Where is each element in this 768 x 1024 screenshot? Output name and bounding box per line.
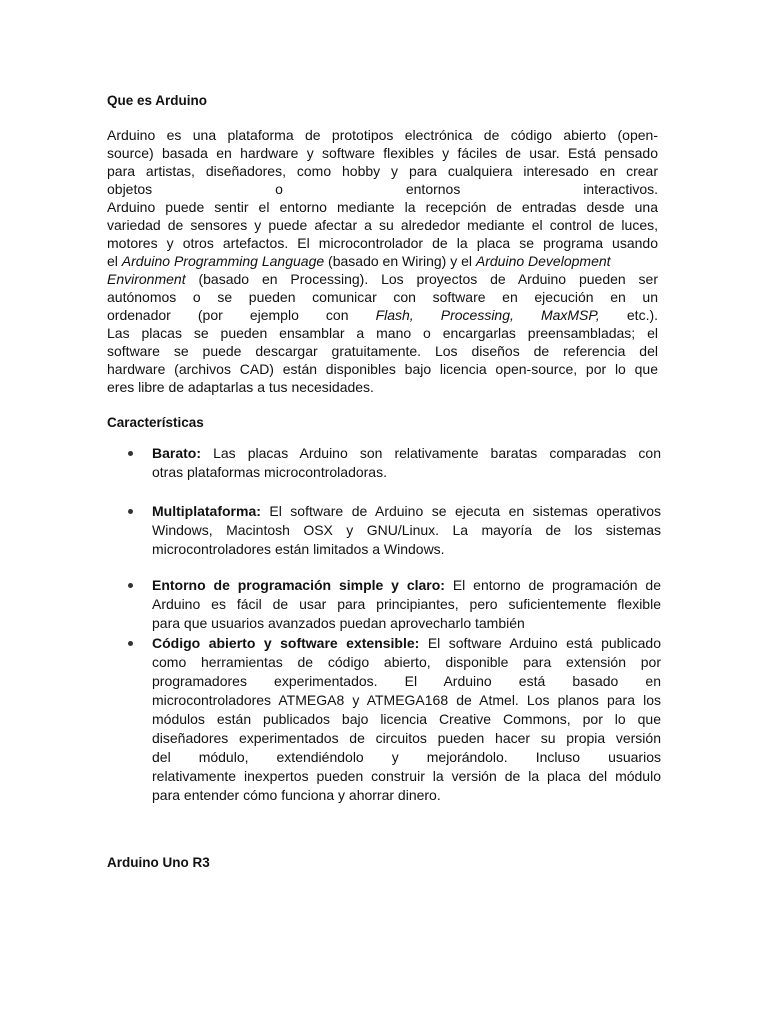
intro-line: Las placas se pueden ensamblar a mano o encargarlas preensambladas; el bbox=[107, 325, 658, 341]
heading-que-es-arduino: Que es Arduino bbox=[107, 93, 208, 108]
intro-line: source) basada en hardware y software flexibles y fáciles de usar. Está pensado bbox=[107, 145, 658, 161]
intro-line: Arduino puede sentir el entorno mediante la recepción de entradas desde una bbox=[107, 199, 658, 215]
intro-line: eres libre de adaptarlas a tus necesidades. bbox=[107, 379, 374, 395]
intro-line: para artistas, diseñadores, como hobby y para cualquiera interesado en crear bbox=[107, 163, 658, 179]
intro-paragraph bbox=[107, 126, 658, 396]
intro-line: objetos o entornos interactivos. bbox=[107, 181, 658, 197]
intro-line: software se puede descargar gratuitamente. Los diseños de referencia del bbox=[107, 343, 658, 359]
intro-line: autónomos o se pueden comunicar con software en ejecución en un bbox=[107, 289, 658, 305]
intro-line: motores y otros artefactos. El microcontrolador de la placa se programa usando bbox=[107, 235, 658, 251]
intro-line: variedad de sensores y puede afectar a su alrededor mediante el control de luces, bbox=[107, 217, 658, 233]
bullet-icon bbox=[128, 509, 133, 514]
bullet-icon bbox=[128, 583, 133, 588]
intro-line-mixed: ordenador (por ejemplo con Flash, Processing, MaxMSP, etc.). bbox=[107, 307, 659, 323]
intro-line: Arduino es una plataforma de prototipos electrónica de código abierto (open- bbox=[107, 127, 658, 143]
bullet-icon bbox=[128, 451, 133, 456]
heading-arduino-uno-r3: Arduino Uno R3 bbox=[107, 855, 210, 870]
heading-caracteristicas: Características bbox=[107, 415, 204, 430]
document-page: Que es Arduino Arduino es una plataforma de prototipos electrónica de código abierto (open- source) basada en hardware y software flexibles y fáciles de usar. Está pensado para artistas, diseñadores, como hobby y para cualquiera interesado en crear objetos o entornos interactivos. Arduino puede sentir el entorno mediante la recepción de entradas desde una variedad de sensores y puede afectar a su alrededor mediante el control de luces, motores y otros artefactos. El microcontrolador de la placa se programa usando el Arduino Programming Language (basado en Wiring) y el Arduino Development Environment (basado en Processing). Los proyectos de Arduino pueden ser autónomos o se pueden comunicar con software en ejecución en un ordenador (por ejemplo con Flash, Processing, MaxMSP, etc.). Las placas se pueden ensamblar a mano o encargarlas preensambladas; el software se puede descargar gratuitamente. Los diseños de referencia del hardware (archivos CAD) están disponibles bajo licencia open-source, por lo que eres libre de adaptarlas a tus necesidades. Características Barato: Las placas Arduino son relativamente baratas comparadas con otras plataformas microcontroladoras. Multiplataforma: El software de Arduino se ejecuta en sistemas operativos Windows, Macintosh OSX y GNU/Linux. La mayoría de los sistemas microcontroladores están limitados a Windows. Entorno de programación simple y claro: El entorno de programación de Arduino es fácil de usar para principiantes, pero suficientemente flexible para que usuarios avanzados puedan aprovecharlo también Código abierto y software extensible: El software Arduino está publicado como herramientas de código abierto, disponible para extensión por programadores experimentados. El Arduino está basado en microcontroladores ATMEGA8 y ATMEGA168 de Atmel. Los planos para los módulos están publicados bajo licencia Creative Commons, por lo que diseñadores experimentados de circuitos pueden hacer su propia versión del módulo, extendiéndolo y mejorándolo. Incluso usuarios relativamente inexpertos pueden construir la versión de la placa del módulo para entender cómo funciona y ahorrar dinero. Arduino Uno R3 bbox=[107, 93, 662, 870]
intro-line-mixed: Environment (basado en Processing). Los proyectos de Arduino pueden ser bbox=[107, 271, 659, 287]
bullet-icon bbox=[128, 641, 133, 646]
intro-line-mixed: el Arduino Programming Language (basado en Wiring) y el Arduino Development bbox=[107, 253, 611, 269]
intro-line: hardware (archivos CAD) están disponibles bajo licencia open-source, por lo que bbox=[107, 361, 658, 377]
